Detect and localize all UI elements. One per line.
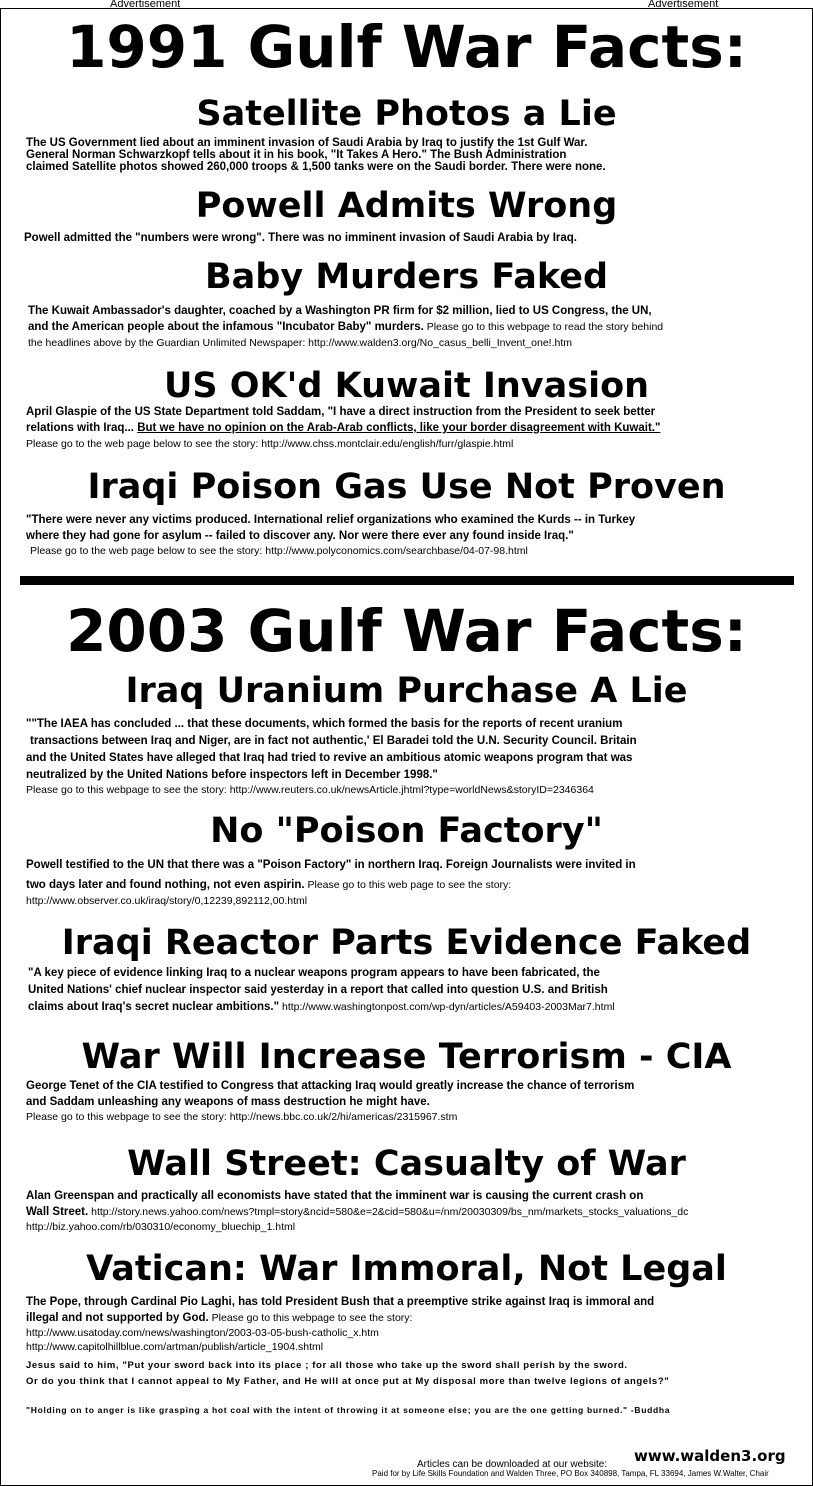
heading-terrorism-cia: War Will Increase Terrorism - CIA	[81, 1037, 732, 1077]
reactor-text-3-bold: claims about Iraq's secret nuclear ambitions."	[28, 1001, 280, 1013]
heading-poison-factory: No "Poison Factory"	[210, 811, 603, 851]
section-divider	[20, 576, 794, 585]
advertisement-label-right: Advertisement	[648, 0, 719, 10]
kuwait-link-text: Please go to the web page below to see the story: http://www.chss.montclair.edu/english/furr/glaspie.html	[26, 438, 514, 450]
kuwait-text-2-underlined: But we have no opinion on the Arab-Arab conflicts, like your border disagreement with Kuwait."	[137, 422, 661, 434]
buddha-quote: "Holding on to anger is like grasping a hot coal with the intent of throwing it at someone else; you are the one getting burned." -Buddha	[26, 1405, 671, 1415]
gas-link-text: Please go to the web page below to see the story: http://www.polyconomics.com/searchbase/04-07-98.html	[30, 545, 528, 557]
uranium-text-4: neutralized by the United Nations before inspectors left in December 1998."	[26, 769, 438, 781]
factory-text-2-regular: Please go to this web page to see the story:	[304, 879, 512, 891]
advertisement-label-left: Advertisement	[110, 0, 181, 10]
heading-powell: Powell Admits Wrong	[195, 186, 618, 226]
vatican-link-text-1: http://www.usatoday.com/news/washington/2003-03-05-bush-catholic_x.htm	[26, 1327, 379, 1339]
title-2003: 2003 Gulf War Facts:	[66, 597, 747, 665]
uranium-text-2: transactions between Iraq and Niger, are in fact not authentic,' El Baradei told the U.N. Security Council. Britain	[30, 735, 637, 747]
reactor-text-2: United Nations' chief nuclear inspector said yesterday in a report that called into question U.S. and British	[28, 984, 608, 996]
wallst-link-text-2: http://biz.yahoo.com/rb/030310/economy_bluechip_1.html	[26, 1221, 296, 1233]
footer-label: Articles can be downloaded at our website:	[417, 1459, 608, 1470]
wallst-text-1: Alan Greenspan and practically all economists have stated that the imminent war is causing the current crash on	[26, 1190, 644, 1202]
satellite-text-3: claimed Satellite photos showed 260,000 troops & 1,500 tanks were on the Saudi border. There were none.	[26, 161, 606, 173]
heading-kuwait-invasion: US OK'd Kuwait Invasion	[163, 366, 650, 406]
baby-text-2-regular: Please go to this webpage to read the story behind	[423, 321, 664, 333]
footer-paid-by: Paid for by Life Skills Foundation and Walden Three, PO Box 340898, Tampa, FL 33694, James W.Walter, Chair	[372, 1469, 769, 1478]
reactor-link-text: http://www.washingtonpost.com/wp-dyn/articles/A59403-2003Mar7.html	[279, 1001, 615, 1013]
uranium-text-1: ""The IAEA has concluded ... that these documents, which formed the basis for the reports of recent uranium	[26, 718, 623, 730]
reactor-text-1: "A key piece of evidence linking Iraq to a nuclear weapons program appears to have been fabricated, the	[28, 967, 600, 979]
heading-poison-gas: Iraqi Poison Gas Use Not Proven	[87, 467, 726, 507]
heading-satellite: Satellite Photos a Lie	[196, 94, 617, 134]
footer-site-wrap	[634, 1446, 786, 1465]
title-1991: 1991 Gulf War Facts:	[66, 13, 747, 81]
satellite-text-1: The US Government lied about an imminent invasion of Saudi Arabia by Iraq to justify the 1st Gulf War.	[26, 137, 588, 149]
terror-text-1: George Tenet of the CIA testified to Congress that attacking Iraq would greatly increase the chance of terrorism	[26, 1080, 635, 1092]
terror-link-text: Please go to this webpage to see the story: http://news.bbc.co.uk/2/hi/americas/2315967.stm	[26, 1111, 458, 1123]
baby-text-2-bold: and the American people about the infamous "Incubator Baby" murders.	[28, 321, 424, 333]
heading-reactor-parts: Iraqi Reactor Parts Evidence Faked	[61, 923, 752, 963]
kuwait-text-1: April Glaspie of the US State Department told Saddam, "I have a direct instruction from the President to seek better	[26, 406, 656, 418]
factory-text-1: Powell testified to the UN that there was a "Poison Factory" in northern Iraq. Foreign Journalists were invited in	[26, 859, 636, 871]
kuwait-text-2: relations with Iraq...	[26, 422, 138, 434]
vatican-text-2-regular: Please go to this webpage to see the story:	[208, 1312, 413, 1324]
gas-text-1: "There were never any victims produced. International relief organizations who examined the Kurds -- in Turkey	[26, 514, 636, 526]
jesus-quote-line-1: Jesus said to him, "Put your sword back into its place ; for all those who take up the sword shall perish by the sword.	[26, 1360, 628, 1371]
vatican-text-2-bold: illegal and not supported by God.	[26, 1312, 209, 1324]
heading-vatican: Vatican: War Immoral, Not Legal	[86, 1249, 727, 1289]
gas-text-2: where they had gone for asylum -- failed to discover any. Nor were there ever any found inside Iraq."	[26, 530, 574, 542]
heading-baby-murders: Baby Murders Faked	[204, 257, 609, 297]
wallst-link-text: http://story.news.yahoo.com/news?tmpl=story&ncid=580&e=2&cid=580&u=/nm/20030309/bs_nm/markets_stocks_valuations_dc	[88, 1206, 689, 1218]
powell-text-1: Powell admitted the "numbers were wrong". There was no imminent invasion of Saudi Arabia by Iraq.	[24, 232, 577, 244]
baby-link-text: the headlines above by the Guardian Unlimited Newspaper: http://www.walden3.org/No_casus_belli_Invent_one!.htm	[28, 337, 572, 349]
uranium-text-3: and the United States have alleged that Iraq had tried to revive an ambitious atomic weapons program that was	[26, 752, 633, 764]
uranium-link-text: Please go to this webpage to see the story: http://www.reuters.co.uk/newsArticle.jhtml?type=worldNews&storyID=2346364	[26, 784, 594, 796]
terror-text-2: and Saddam unleashing any weapons of mass destruction he might have.	[26, 1096, 430, 1108]
vatican-link-text-2: http://www.capitolhillblue.com/artman/publish/article_1904.shtml	[26, 1341, 324, 1353]
footer-website: www.walden3.org	[634, 1447, 786, 1465]
factory-text-2-bold: two days later and found nothing, not even aspirin.	[26, 879, 305, 891]
jesus-quote-line-2: Or do you think that I cannot appeal to My Father, and He will at once put at My disposal more than twelve legions of angels?"	[26, 1376, 670, 1387]
baby-text-1: The Kuwait Ambassador's daughter, coached by a Washington PR firm for $2 million, lied to US Congress, the UN,	[28, 305, 652, 317]
heading-uranium: Iraq Uranium Purchase A Lie	[125, 671, 688, 711]
factory-link-text: http://www.observer.co.uk/iraq/story/0,12239,892112,00.html	[26, 895, 308, 907]
vatican-text-1: The Pope, through Cardinal Pio Laghi, has told President Bush that a preemptive strike against Iraq is immoral and	[26, 1296, 655, 1308]
satellite-text-2: General Norman Schwarzkopf tells about it in his book, "It Takes A Hero." The Bush Administration	[26, 149, 567, 161]
heading-wall-street: Wall Street: Casualty of War	[127, 1144, 686, 1184]
wallst-text-2-bold: Wall Street.	[26, 1206, 89, 1218]
